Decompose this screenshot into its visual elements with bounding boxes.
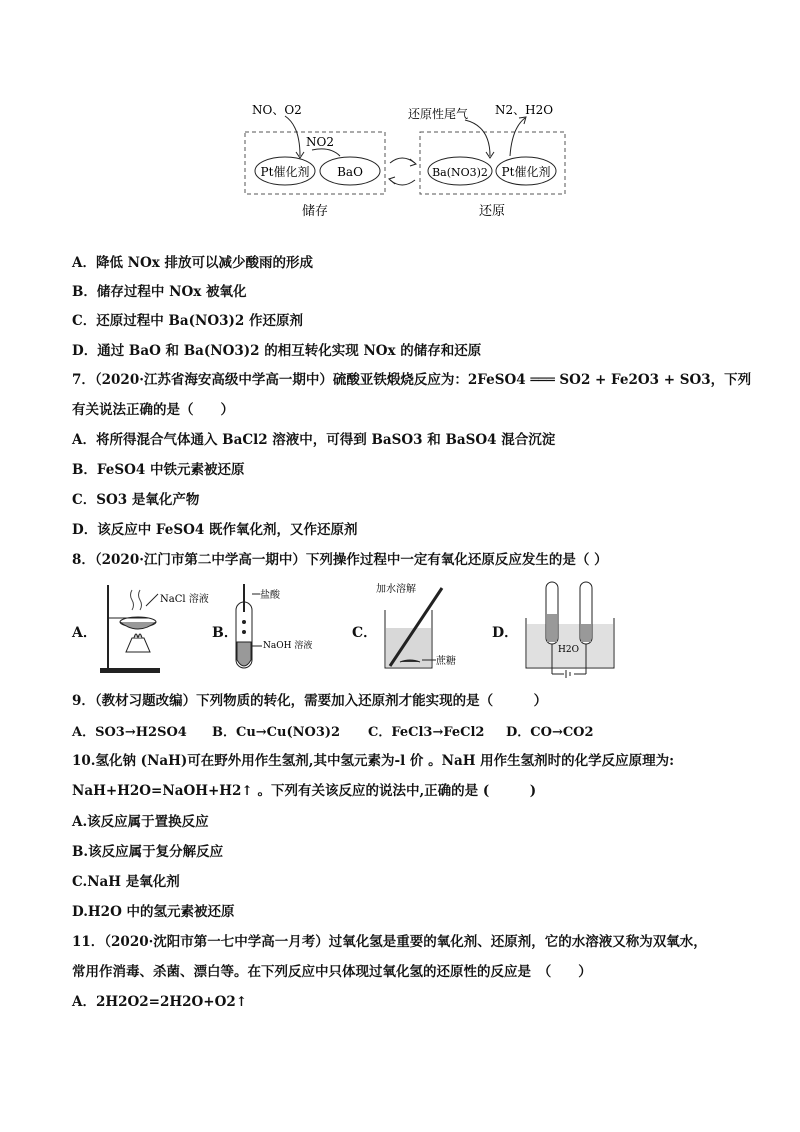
q10-stem-line1: 10.氢化钠 (NaH)可在野外用作生氢剂,其中氢元素为-l 价 。NaH 用作生氢剂时的化学反应原理为: bbox=[72, 753, 675, 769]
q8-label-b: B． bbox=[212, 625, 238, 641]
nox-storage-reduction-diagram bbox=[240, 98, 570, 228]
q8-label-c: C． bbox=[352, 625, 378, 641]
storage-label: 储存 bbox=[301, 204, 329, 219]
q7-stem-line2: 有关说法正确的是（ ） bbox=[72, 402, 234, 418]
q10-option-d: D.H2O 中的氢元素被还原 bbox=[72, 904, 235, 920]
q8-label-a: A． bbox=[72, 625, 97, 641]
q7-option-d: D．该反应中 FeSO4 既作氧化剂，又作还原剂 bbox=[72, 522, 358, 538]
q8-figure-d-electrolysis bbox=[520, 578, 620, 678]
q8-figure-a-evaporation bbox=[98, 580, 209, 675]
q6-option-a: A．降低 NOx 排放可以减少酸雨的形成 bbox=[72, 255, 314, 271]
no-o2-label: NO、O2 bbox=[252, 103, 302, 117]
q10-option-b: B.该反应属于复分解反应 bbox=[72, 844, 224, 860]
q10-option-a: A.该反应属于置换反应 bbox=[72, 814, 209, 830]
q8-fig-a-text: NaCl 溶液 bbox=[160, 594, 209, 605]
q9-stem: 9．（教材习题改编）下列物质的转化，需要加入还原剂才能实现的是（ ） bbox=[72, 693, 548, 709]
q11-option-a: A．2H2O2=2H2O+O2↑ bbox=[72, 994, 248, 1010]
q11-stem-line1: 11．（2020·沈阳市第一七中学高一月考）过氧化氢是重要的氧化剂、还原剂，它的水溶液又称为双氧水， bbox=[72, 934, 707, 950]
q6-option-b: B．储存过程中 NOx 被氧化 bbox=[72, 284, 247, 300]
reduction-box bbox=[420, 132, 565, 194]
q7-stem-line1: 7．（2020·江苏省海安高级中学高一期中）硫酸亚铁煅烧反应为：2FeSO4 ═══ SO2 + Fe2O3 + SO3，下列 bbox=[72, 372, 752, 388]
q8-fig-b-top-text: 盐酸 bbox=[260, 590, 280, 601]
q8-label-d: D． bbox=[492, 625, 519, 641]
q9-option-a: A．SO3→H2SO4 bbox=[72, 725, 187, 740]
q8-fig-c-bottom-text: 蔗糖 bbox=[436, 656, 456, 667]
bao-label: BaO bbox=[337, 165, 363, 179]
q10-stem-line2: NaH+H2O=NaOH+H2↑ 。下列有关该反应的说法中,正确的是 ( ) bbox=[72, 783, 537, 799]
no-o2-arrow bbox=[285, 116, 300, 156]
n2-h2o-label: N2、H2O bbox=[495, 103, 554, 117]
q10-option-c: C.NaH 是氧化剂 bbox=[72, 874, 180, 890]
pt-catalyst-label-2: Pt催化剂 bbox=[501, 165, 551, 179]
q8-fig-b-bottom-text: NaOH 溶液 bbox=[263, 641, 313, 651]
pt-catalyst-label-1: Pt催化剂 bbox=[260, 165, 310, 179]
exhaust-arrow bbox=[465, 120, 490, 156]
q9-option-b: B．Cu→Cu(NO3)2 bbox=[212, 725, 341, 740]
products-arrow bbox=[510, 118, 525, 156]
bano3-label: Ba(NO3)2 bbox=[432, 166, 488, 179]
q11-stem-line2: 常用作消毒、杀菌、漂白等。在下列反应中只体现过氧化氢的还原性的反应是 （ ） bbox=[72, 964, 592, 980]
q8-stem: 8．（2020·江门市第二中学高一期中）下列操作过程中一定有氧化还原反应发生的是（ ） bbox=[72, 552, 608, 568]
no2-label: NO2 bbox=[306, 135, 334, 149]
q8-fig-d-text: H2O bbox=[558, 645, 579, 655]
no2-arrow bbox=[312, 149, 340, 156]
reducing-exhaust-label: 还原性尾气 bbox=[408, 107, 469, 121]
q9-option-d: D．CO→CO2 bbox=[506, 725, 594, 740]
q6-option-d: D．通过 BaO 和 Ba(NO3)2 的相互转化实现 NOx 的储存和还原 bbox=[72, 343, 482, 359]
q6-option-c: C．还原过程中 Ba(NO3)2 作还原剂 bbox=[72, 313, 303, 329]
q7-option-b: B．FeSO4 中铁元素被还原 bbox=[72, 462, 245, 478]
q8-figure-c-dissolving bbox=[370, 580, 480, 675]
q7-option-a: A．将所得混合气体通入 BaCl2 溶液中，可得到 BaSO3 和 BaSO4 混合沉淀 bbox=[72, 432, 556, 448]
q9-option-c: C．FeCl3→FeCl2 bbox=[368, 725, 485, 740]
reduction-label: 还原 bbox=[478, 204, 506, 219]
q7-option-c: C．SO3 是氧化产物 bbox=[72, 492, 200, 508]
q8-figure-b-test-tube bbox=[232, 582, 313, 674]
q8-fig-c-top-text: 加水溶解 bbox=[376, 584, 416, 595]
